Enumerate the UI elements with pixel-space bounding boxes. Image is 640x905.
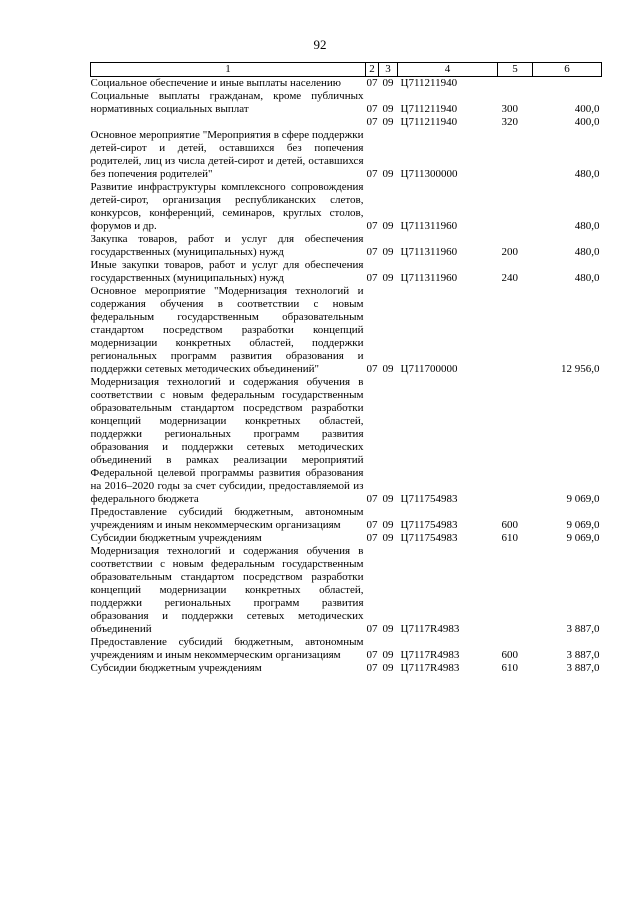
row-subsection-cell: 09: [382, 103, 394, 115]
row-code-cell: Ц711311960: [400, 220, 458, 232]
table-row: [91, 545, 602, 636]
table-row: [91, 259, 602, 285]
row-amount-cell: 9 069,0: [566, 519, 600, 531]
row-section-cell: 07: [366, 363, 378, 375]
row-amount-cell: 9 069,0: [566, 493, 600, 505]
row-amount-cell: 480,0: [574, 246, 600, 258]
column-header-section: 2: [366, 63, 379, 77]
row-name-cell: Социальное обеспечение и иные выплаты населению: [90, 77, 342, 89]
column-header-type: 5: [498, 63, 533, 77]
row-code-cell: Ц711754983: [400, 519, 458, 531]
table-row: [91, 532, 602, 545]
row-subsection-cell: 09: [382, 493, 394, 505]
row-code-cell: Ц711311960: [400, 272, 458, 284]
table-row: [91, 181, 602, 233]
row-amount-cell: 480,0: [574, 168, 600, 180]
table-row: [91, 376, 602, 506]
row-section-cell: 07: [366, 168, 378, 180]
table-row: [91, 116, 602, 129]
row-amount-cell: 480,0: [574, 272, 600, 284]
row-section-cell: 07: [366, 103, 378, 115]
table-row: [91, 77, 602, 91]
row-subsection-cell: 09: [382, 168, 394, 180]
row-name-cell: Предоставление субсидий бюджетным, автономным учреждениям и иным некоммерческим организациям: [90, 506, 364, 531]
row-type-cell: 600: [501, 519, 518, 531]
table-header-row: [91, 63, 602, 77]
row-subsection-cell: 09: [382, 77, 394, 89]
row-amount-cell: 3 887,0: [566, 662, 600, 674]
row-code-cell: Ц711754983: [400, 493, 458, 505]
row-section-cell: 07: [366, 246, 378, 258]
table-row: [91, 662, 602, 675]
row-type-cell: [498, 181, 533, 233]
row-type-cell: [498, 129, 533, 181]
budget-table: [90, 62, 602, 675]
row-subsection-cell: 09: [382, 116, 394, 128]
row-code-cell: Ц7117R4983: [400, 623, 460, 635]
row-code-cell: Ц711211940: [400, 77, 458, 89]
row-amount-cell: 3 887,0: [566, 649, 600, 661]
row-name-cell: Основное мероприятие "Модернизация технологий и содержания обучения в соответствии с новым федеральным государственным образовательным стандартом посредством разработки концепций модернизации конкретных областей, поддержки региональных программ развития образования и поддержки сетевых методических объединений": [90, 285, 364, 375]
row-name-cell: Основное мероприятие "Мероприятия в сфере поддержки детей-сирот и детей, оставшихся без попечения родителей, лиц из числа детей-сирот и детей, оставшихся без попечения родителей": [90, 129, 364, 180]
table-body: [91, 77, 602, 676]
row-name-cell: Предоставление субсидий бюджетным, автономным учреждениям и иным некоммерческим организациям: [90, 636, 364, 661]
row-type-cell: [498, 77, 533, 91]
row-type-cell: 320: [501, 116, 518, 128]
row-subsection-cell: 09: [382, 363, 394, 375]
row-code-cell: Ц711300000: [400, 168, 458, 180]
row-name-cell: Развитие инфраструктуры комплексного сопровождения детей-сирот, организация республиканских слетов, конкурсов, конференций, семинаров, круглых столов, форумов и др.: [90, 181, 364, 232]
row-amount-cell: 400,0: [574, 116, 600, 128]
row-subsection-cell: 09: [382, 662, 394, 674]
row-subsection-cell: 09: [382, 220, 394, 232]
row-type-cell: 610: [501, 532, 518, 544]
row-type-cell: 610: [501, 662, 518, 674]
row-type-cell: 240: [501, 272, 518, 284]
row-type-cell: 300: [501, 103, 518, 115]
row-section-cell: 07: [366, 77, 378, 89]
row-subsection-cell: 09: [382, 246, 394, 258]
row-name-cell: [91, 116, 366, 129]
row-subsection-cell: 09: [382, 519, 394, 531]
row-name-cell: Субсидии бюджетным учреждениям: [90, 532, 262, 544]
row-name-cell: Закупка товаров, работ и услуг для обеспечения государственных (муниципальных) нужд: [90, 233, 364, 258]
row-code-cell: Ц711211940: [400, 103, 458, 115]
row-type-cell: [498, 285, 533, 376]
row-type-cell: 200: [501, 246, 518, 258]
row-section-cell: 07: [366, 532, 378, 544]
row-name-cell: Субсидии бюджетным учреждениям: [90, 662, 262, 674]
row-subsection-cell: 09: [382, 649, 394, 661]
row-type-cell: [498, 545, 533, 636]
row-name-cell: Социальные выплаты гражданам, кроме публичных нормативных социальных выплат: [90, 90, 364, 115]
column-header-name: 1: [91, 63, 366, 77]
row-code-cell: Ц711211940: [400, 116, 458, 128]
row-type-cell: [498, 376, 533, 506]
table-row: [91, 636, 602, 662]
column-header-subsection: 3: [379, 63, 398, 77]
row-amount-cell: 480,0: [574, 220, 600, 232]
row-name-cell: Модернизация технологий и содержания обучения в соответствии с новым федеральным государственным образовательным стандартом посредством разработки концепций модернизации конкретных областей, поддержки региональных программ развития образования и поддержки сетевых методических объединений в рамках реализации мероприятий Федеральной целевой программы развития образования на 2016–2020 годы за счет субсидии, предоставляемой из федерального бюджета: [90, 376, 364, 505]
row-code-cell: Ц711700000: [400, 363, 458, 375]
table-row: [91, 285, 602, 376]
row-section-cell: 07: [366, 116, 378, 128]
table-row: [91, 506, 602, 532]
row-subsection-cell: 09: [382, 272, 394, 284]
table-row: [91, 90, 602, 116]
row-code-cell: Ц7117R4983: [400, 649, 460, 661]
row-amount-cell: 9 069,0: [566, 532, 600, 544]
row-section-cell: 07: [366, 662, 378, 674]
row-section-cell: 07: [366, 519, 378, 531]
page-number: 92: [313, 37, 327, 52]
row-section-cell: 07: [366, 493, 378, 505]
table-row: [91, 129, 602, 181]
row-name-cell: Модернизация технологий и содержания обучения в соответствии с новым федеральным государственным образовательным стандартом посредством разработки концепций модернизации конкретных областей, поддержки региональных программ развития образования и поддержки сетевых методических объединений: [90, 545, 364, 635]
row-amount-cell: 3 887,0: [566, 623, 600, 635]
row-code-cell: Ц711754983: [400, 532, 458, 544]
column-header-code: 4: [398, 63, 498, 77]
row-type-cell: 600: [501, 649, 518, 661]
row-amount-cell: 12 956,0: [561, 363, 600, 375]
row-section-cell: 07: [366, 623, 378, 635]
row-section-cell: 07: [366, 272, 378, 284]
row-name-cell: Иные закупки товаров, работ и услуг для обеспечения государственных (муниципальных) нужд: [90, 259, 364, 284]
row-section-cell: 07: [366, 649, 378, 661]
row-subsection-cell: 09: [382, 623, 394, 635]
table-row: [91, 233, 602, 259]
row-section-cell: 07: [366, 220, 378, 232]
row-code-cell: Ц711311960: [400, 246, 458, 258]
column-header-amount: 6: [533, 63, 602, 77]
row-code-cell: Ц7117R4983: [400, 662, 460, 674]
row-amount-cell: 400,0: [574, 103, 600, 115]
row-amount-cell: [533, 77, 602, 91]
row-subsection-cell: 09: [382, 532, 394, 544]
